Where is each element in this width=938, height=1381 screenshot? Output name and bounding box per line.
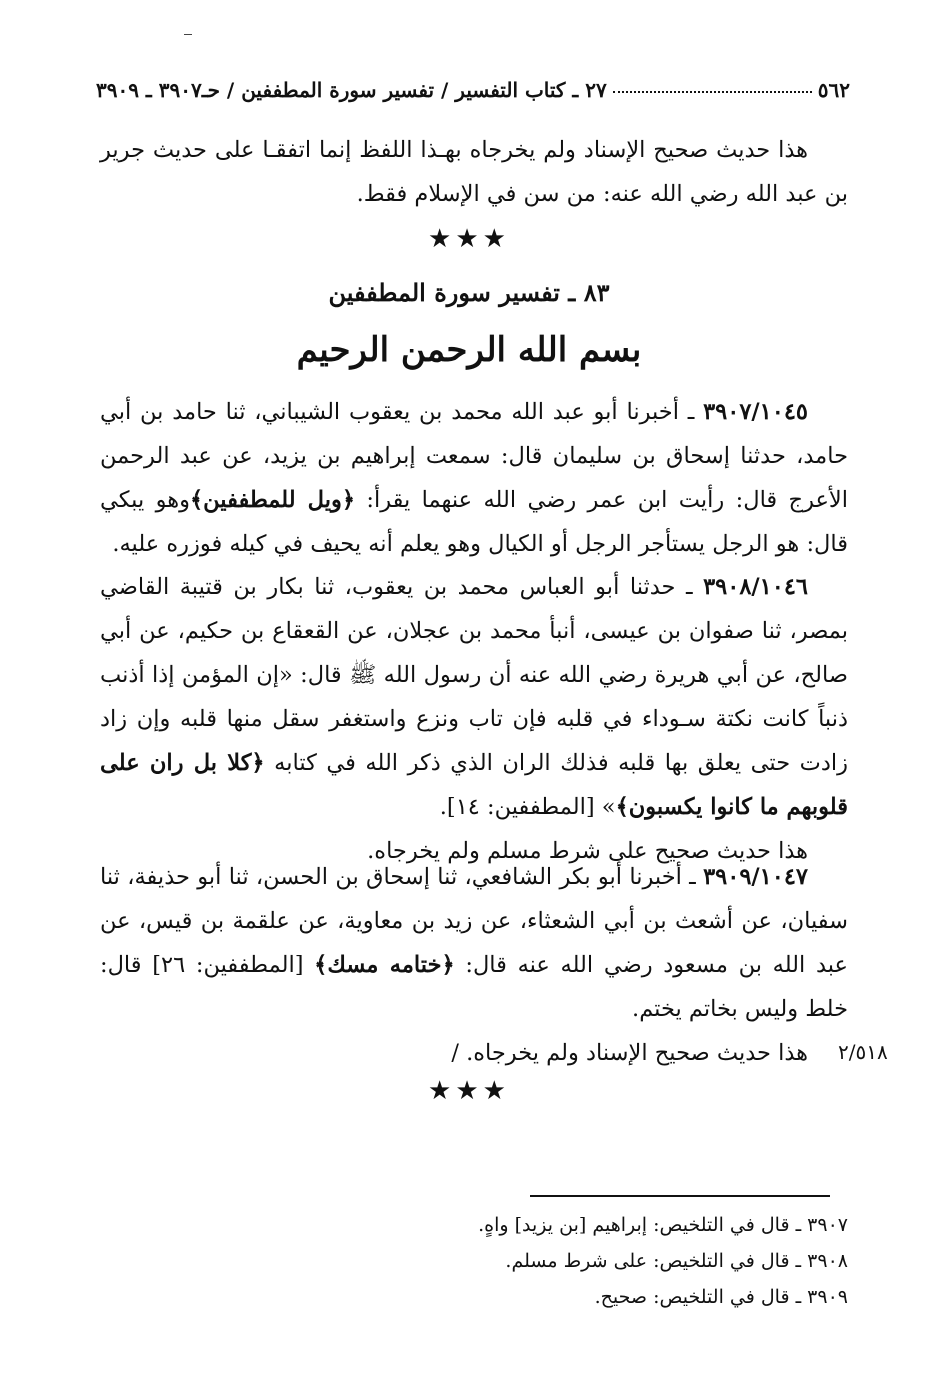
footnote-3907: ٣٩٠٧ ـ قال في التلخيص: إبراهيم [بن يزيد] واهٍ. [478, 1214, 848, 1236]
hadith-3907 [100, 390, 848, 566]
basmala: بسم الله الرحمن الرحيم [296, 330, 642, 370]
quran-verse: ﴿كلا بل ران على قلوبهم ما كانوا يكسبون﴾ [100, 750, 848, 820]
hadith-isnad: ـ أخبرنا أبو بكر الشافعي، ثنا إسحاق بن الحسن، ثنا أبو حذيفة، ثنا سفيان، عن أشعث بن أبي الشعثاء، عن زيد بن معاوية، عن علقمة بن قيس، عن عبد الله بن مسعود رضي الله عنه قال: [100, 864, 848, 978]
quran-verse: ﴿ويل للمطففين﴾ [189, 487, 356, 513]
hadith-3908 [100, 565, 848, 873]
intro-paragraph [100, 128, 848, 216]
footnote-3908: ٣٩٠٨ ـ قال في التلخيص: على شرط مسلم. [505, 1250, 848, 1272]
hadith-3909 [100, 855, 848, 1075]
margin-reference: ٢/٥١٨ [838, 1040, 888, 1064]
scan-mark [184, 34, 192, 35]
hadith-matn: [المطففين: ٢٦] قال: خلط وليس بخاتم يختم. [100, 952, 848, 1022]
hadith-isnad: ـ أخبرنا أبو عبد الله محمد بن يعقوب الشيباني، ثنا حامد بن أبي حامد، حدثنا إسحاق بن سليمان قال: سمعت إبراهيم بن يزيد، عن عبد الرحمن الأعرج قال: رأيت ابن عمر رضي الله عنهما يقرأ: [100, 399, 848, 513]
footnote-3909: ٣٩٠٩ ـ قال في التلخيص: صحيح. [594, 1286, 848, 1308]
hadith-number: ٣٩٠٧/١٠٤٥ [703, 399, 808, 425]
intro-text: هذا حديث صحيح الإسناد ولم يخرجاه بهـذا اللفظ إنما اتفقـا على حديث جرير بن عبد الله رضي الله عنه: من سن في الإسلام فقط. [100, 137, 848, 207]
footnote-rule [530, 1195, 830, 1197]
hadith-matn: » [المطففين: ١٤]. [439, 794, 616, 820]
quran-verse: ﴿ختامه مسك﴾ [314, 952, 455, 978]
hadith-matn: وهو يبكي قال: هو الرجل يستأجر الرجل أو الكيال وهو يعلم أنه يحيف في كيله فوزره عليه. [100, 487, 848, 557]
hadith-isnad: ـ حدثنا أبو العباس محمد بن يعقوب، ثنا بكار بن قتيبة القاضي بمصر، ثنا صفوان بن عيسى، أنبأ محمد بن عجلان، عن القعقاع بن حكيم، عن أبي صالح، عن أبي هريرة رضي الله عنه أن رسول الله ﷺ قال: «إن المؤمن إذا أذنب ذنباً كانت نكتة سـوداء في قلبه فإن تاب ونزع واستغفر سقل منها قلبه وإن زاد زادت حتى يعلق بها قلبه فذلك الران الذي ذكر الله في كتابه [100, 574, 849, 776]
footnotes [300, 1207, 848, 1315]
separator-stars-top: ★★★ [428, 224, 510, 254]
hadith-grade: هذا حديث صحيح على شرط مسلم ولم يخرجاه. [367, 838, 808, 864]
hadith-number: ٣٩٠٩/١٠٤٧ [703, 864, 808, 890]
surah-title: ٨٣ ـ تفسير سورة المطففين [328, 278, 610, 307]
hadith-text [100, 855, 848, 1031]
hadith-text [100, 390, 848, 566]
separator-stars-bottom: ★★★ [428, 1076, 510, 1106]
page-number: ٥٦٢ [817, 78, 850, 102]
running-header [96, 78, 850, 102]
hadith-text [100, 565, 848, 829]
hadith-number: ٣٩٠٨/١٠٤٦ [703, 574, 808, 600]
header-leader-dots [613, 91, 812, 93]
hadith-grade: هذا حديث صحيح الإسناد ولم يخرجاه. / [451, 1040, 808, 1066]
running-title: ٢٧ ـ كتاب التفسير / تفسير سورة المطففين / حـ٣٩٠٧ ـ ٣٩٠٩ [96, 78, 607, 102]
